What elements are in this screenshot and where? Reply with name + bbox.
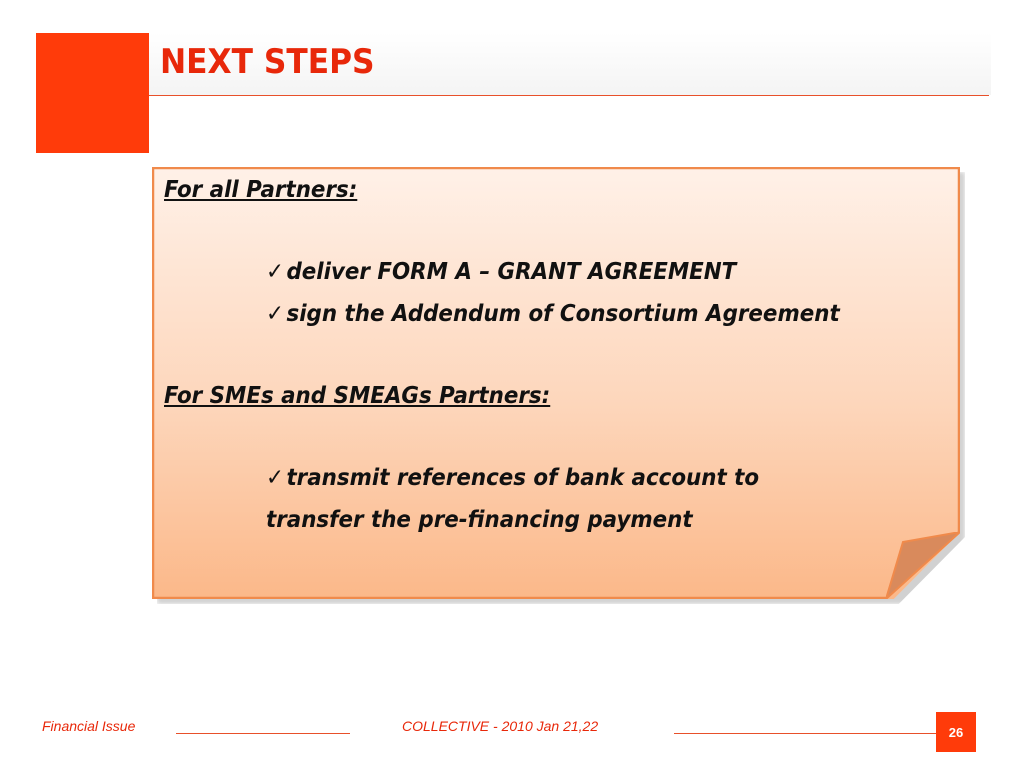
list-item — [266, 465, 759, 491]
list-item-text: deliver FORM A – GRANT AGREEMENT — [286, 259, 737, 285]
list-item — [266, 301, 840, 327]
slide-title: NEXT STEPS — [160, 42, 375, 82]
list-item-text: transmit references of bank account to — [286, 465, 760, 491]
note-fold-corner — [886, 532, 960, 599]
footer-center-label: COLLECTIVE - 2010 Jan 21,22 — [402, 718, 599, 734]
list-item — [266, 259, 736, 285]
footer-divider-right — [674, 733, 936, 734]
section-heading-all-partners: For all Partners: — [164, 177, 358, 203]
checkmark-icon: ✓ — [266, 301, 284, 327]
page-number: 26 — [936, 712, 976, 752]
list-item-text: sign the Addendum of Consortium Agreement — [286, 301, 840, 327]
footer-divider-left — [176, 733, 350, 734]
footer-left-label: Financial Issue — [42, 718, 136, 734]
checkmark-icon: ✓ — [266, 259, 284, 285]
section-heading-smes-partners: For SMEs and SMEAGs Partners: — [164, 383, 551, 409]
accent-block — [36, 33, 149, 153]
checkmark-icon: ✓ — [266, 465, 284, 491]
list-item-continuation: transfer the pre-financing payment — [266, 507, 693, 533]
title-divider — [149, 95, 989, 96]
